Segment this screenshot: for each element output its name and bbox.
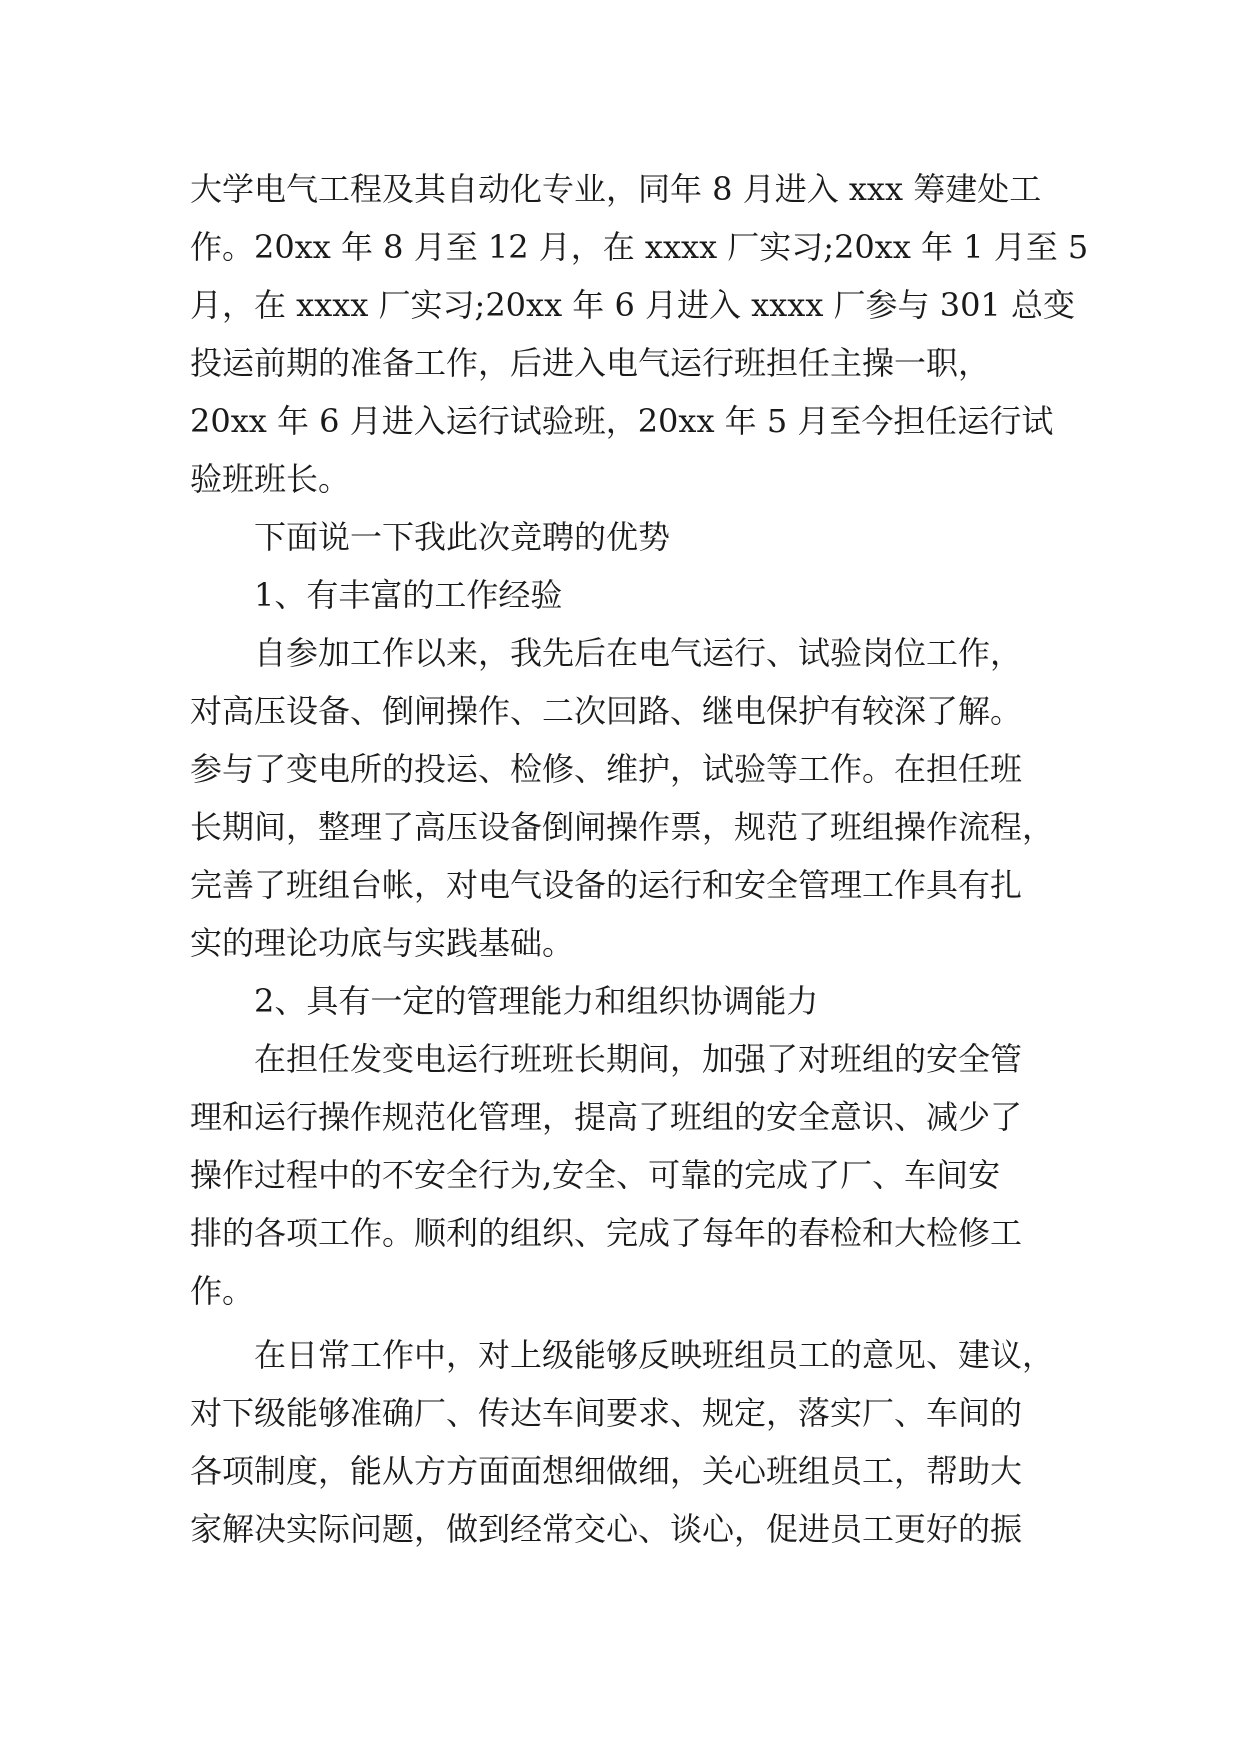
text-line: 自参加工作以来，我先后在电气运行、试验岗位工作，: [254, 634, 1023, 672]
point-heading: 1、有丰富的工作经验: [254, 576, 563, 614]
text-line: 投运前期的准备工作，后进入电气运行班担任主操一职，: [190, 344, 991, 382]
text-line: 月，在 xxxx 厂实习;20xx 年 6 月进入 xxxx 厂参与 301 总变: [190, 286, 1075, 324]
paragraph-advantages-heading: [190, 508, 1070, 566]
paragraph-point-1-body: [190, 624, 1070, 972]
paragraph-daily-work: [190, 1326, 1070, 1558]
text-line: 理和运行操作规范化管理，提高了班组的安全意识、减少了: [190, 1098, 1023, 1136]
paragraph-intro: [190, 160, 1089, 508]
section-heading: 下面说一下我此次竞聘的优势: [254, 518, 671, 556]
text-line: 作。: [190, 1272, 255, 1310]
text-line: 20xx 年 6 月进入运行试验班，20xx 年 5 月至今担任运行试: [190, 402, 1054, 440]
text-line: 完善了班组台帐，对电气设备的运行和安全管理工作具有扎: [190, 866, 1023, 904]
text-line: 家解决实际问题，做到经常交心、谈心，促进员工更好的振: [190, 1510, 1023, 1548]
text-line: 各项制度，能从方方面面想细做细，关心班组员工，帮助大: [190, 1452, 1023, 1490]
text-line: 作。20xx 年 8 月至 12 月，在 xxxx 厂实习;20xx 年 1 月至 5: [190, 228, 1089, 266]
document-body: [190, 160, 1089, 1558]
text-line: 大学电气工程及其自动化专业，同年 8 月进入 xxx 筹建处工: [190, 170, 1042, 208]
text-line: 在日常工作中，对上级能够反映班组员工的意见、建议，: [254, 1336, 1055, 1374]
text-line: 长期间，整理了高压设备倒闸操作票，规范了班组操作流程，: [190, 808, 1055, 846]
text-line: 对高压设备、倒闸操作、二次回路、继电保护有较深了解。: [190, 692, 1023, 730]
text-line: 实的理论功底与实践基础。: [190, 924, 575, 962]
text-line: 操作过程中的不安全行为,安全、可靠的完成了厂、车间安: [190, 1156, 1001, 1194]
text-line: 排的各项工作。顺利的组织、完成了每年的春检和大检修工: [190, 1214, 1023, 1252]
text-line: 在担任发变电运行班班长期间，加强了对班组的安全管: [254, 1040, 1023, 1078]
paragraph-point-1-heading: [190, 566, 1070, 624]
text-line: 对下级能够准确厂、传达车间要求、规定，落实厂、车间的: [190, 1394, 1023, 1432]
text-line: 参与了变电所的投运、检修、维护，试验等工作。在担任班: [190, 750, 1023, 788]
text-line: 验班班长。: [190, 460, 351, 498]
paragraph-point-2-heading: [190, 972, 1070, 1030]
point-heading: 2、具有一定的管理能力和组织协调能力: [254, 982, 819, 1020]
paragraph-point-2-body: [190, 1030, 1070, 1320]
